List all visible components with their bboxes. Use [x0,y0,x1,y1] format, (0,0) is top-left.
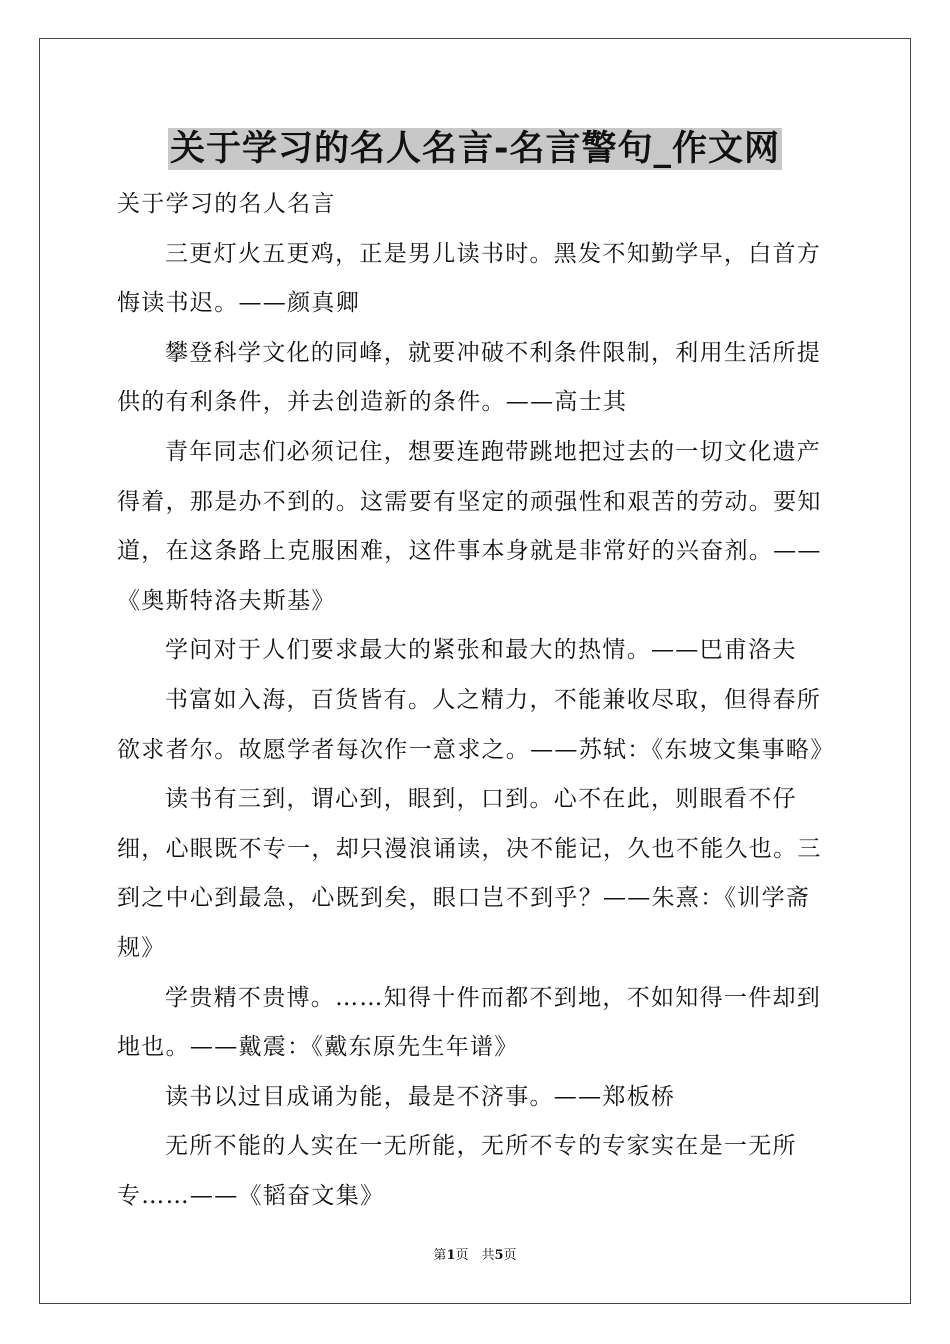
title-container [0,128,950,170]
document-title: 关于学习的名人名言-名言警句_作文网 [169,129,781,169]
quote-paragraph: 书富如入海，百货皆有。人之精力，不能兼收尽取，但得春所欲求者尔。故愿学者每次作一意求之。——苏轼：《东坡文集事略》 [117,686,835,763]
quote-paragraph: 学贵精不贵博。……知得十件而都不到地，不如知得一件却到地也。——戴震：《戴东原先生年谱》 [117,984,822,1061]
page-number-current: 1 [446,1248,456,1263]
page-footer [0,1247,950,1265]
quote-paragraph: 学问对于人们要求最大的紧张和最大的热情。——巴甫洛夫 [165,637,797,664]
document-body [117,180,833,1221]
quote-paragraph: 三更灯火五更鸡，正是男儿读书时。黑发不知勤学早，白首方悔读书迟。——颜真卿 [117,240,822,317]
quote-paragraph: 读书以过目成诵为能，最是不济事。——郑板桥 [165,1083,676,1110]
quote-paragraph: 读书有三到，谓心到，眼到，口到。心不在此，则眼看不仔细，心眼既不专一，却只漫浪诵读，决不能记，久也不能久也。三到之中心到最急，心既到矣，眼口岂不到乎？——朱熹：《训学斋规》 [117,786,822,961]
page-number-mid: 页 共 [455,1248,495,1263]
quote-paragraph: 无所不能的人实在一无所能，无所不专的专家实在是一无所专……——《韬奋文集》 [117,1133,797,1209]
page-number-suffix: 页 [503,1248,517,1263]
quote-paragraph: 攀登科学文化的同峰，就要冲破不利条件限制，利用生活所提供的有利条件，并去创造新的条件。——高士其 [117,339,822,416]
section-heading: 关于学习的名人名言 [117,191,336,217]
page-number-prefix: 第 [433,1248,447,1263]
quote-paragraph: 青年同志们必须记住，想要连跑带跳地把过去的一切文化遗产得着，那是办不到的。这需要有坚定的顽强性和艰苦的劳动。要知道，在这条路上克服困难，这件事本身就是非常好的兴奋剂。——《奥斯特洛夫斯基》 [117,438,822,614]
page-number-total: 5 [494,1248,504,1263]
